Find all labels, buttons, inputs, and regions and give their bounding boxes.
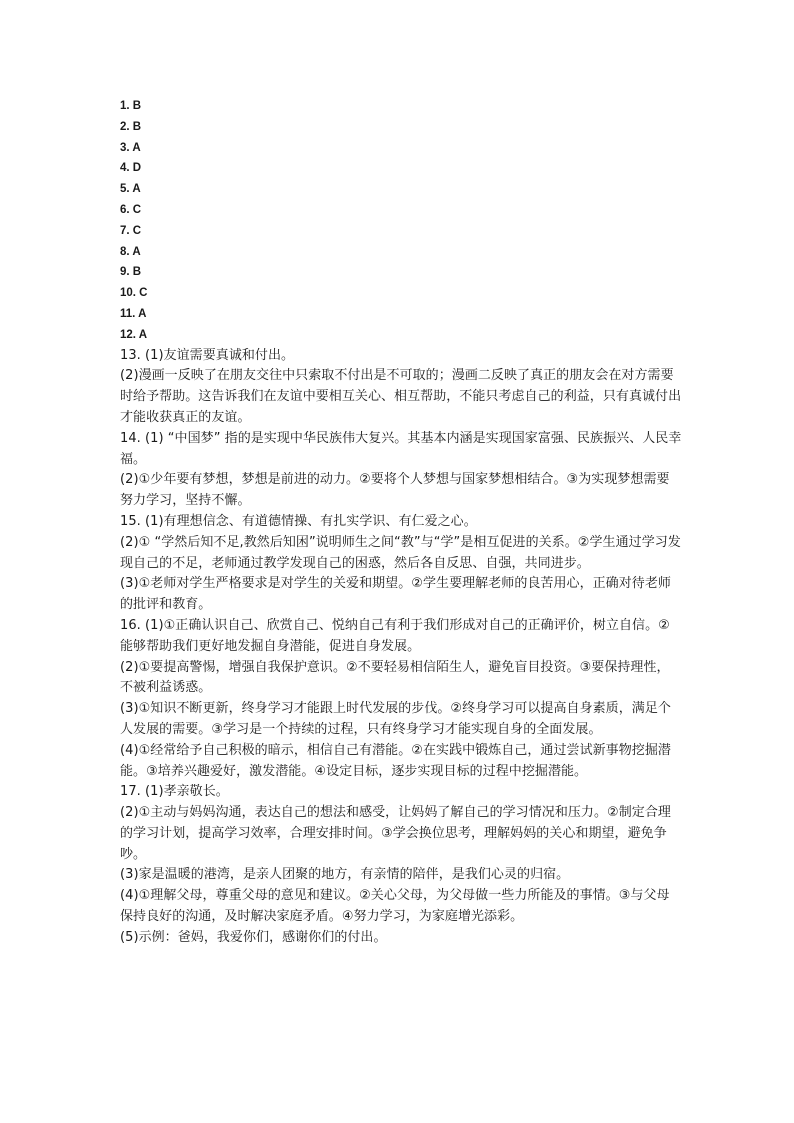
answer-16-2: (2)①要提高警惕，增强自我保护意识。②不要轻易相信陌生人，避免盲目投资。③要保持理性，不被利益诱惑。: [120, 659, 670, 696]
answer-17-3: (3)家是温暖的港湾，是亲人团聚的地方，有亲情的陪伴，是我们心灵的归宿。: [120, 867, 570, 883]
answer-12: 12. A: [120, 328, 148, 341]
answer-14-2: (2)①少年要有梦想，梦想是前进的动力。②要将个人梦想与国家梦想相结合。③为实现梦想需要努力学习，坚持不懈。: [120, 472, 670, 509]
answer-3: 3. A: [120, 141, 141, 154]
answer-17-1: 17. (1)孝亲敬长。: [120, 784, 229, 800]
answer-17-2: (2)①主动与妈妈沟通，表达自己的想法和感受，让妈妈了解自己的学习情况和压力。②制定合理的学习计划，提高学习效率，合理安排时间。③学会换位思考，理解妈妈的关心和期望，避免争吵。: [120, 805, 671, 862]
answer-16-1: 16. (1)①正确认识自己、欣赏自己、悦纳自己有利于我们形成对自己的正确评价，树立自信。②能够帮助我们更好地发掘自身潜能，促进自身发展。: [120, 617, 670, 654]
answer-13-2: (2)漫画一反映了在朋友交往中只索取不付出是不可取的；漫画二反映了真正的朋友会在对方需要时给予帮助。这告诉我们在友谊中要相互关心、相互帮助，不能只考虑自己的利益，只有真诚付出才能收获真正的友谊。: [120, 368, 682, 425]
answer-8: 8. A: [120, 245, 141, 258]
answer-7: 7. C: [120, 224, 142, 237]
answer-sheet: [120, 96, 682, 949]
answer-15-1: 15. (1)有理想信念、有道德情操、有扎实学识、有仁爱之心。: [120, 513, 477, 529]
answer-1: 1. B: [120, 100, 142, 112]
answer-16-4: (4)①经常给予自己积极的暗示，相信自己有潜能。②在实践中锻炼自己，通过尝试新事物挖掘潜能。③培养兴趣爱好，激发潜能。④设定目标，逐步实现目标的过程中挖掘潜能。: [120, 742, 671, 779]
answer-17-4: (4)①理解父母，尊重父母的意见和建议。②关心父母，为父母做一些力所能及的事情。③与父母保持良好的沟通，及时解决家庭矛盾。④努力学习，为家庭增光添彩。: [120, 888, 670, 925]
answer-10: 10. C: [120, 287, 148, 300]
answer-6: 6. C: [120, 203, 142, 216]
answer-5: 5. A: [120, 183, 141, 196]
answer-4: 4. D: [120, 162, 142, 175]
answer-15-2: (2)① “学然后知不足,教然后知困”说明师生之间“教”与“学”是相互促进的关系。②学生通过学习发现自己的不足，老师通过教学发现自己的困惑，然后各自反思、自强，共同进步。: [120, 534, 681, 571]
answer-14-1: 14. (1) “中国梦” 指的是实现中华民族伟大复兴。其基本内涵是实现国家富强、民族振兴、人民幸福。: [120, 430, 682, 467]
answer-2: 2. B: [120, 120, 142, 133]
answer-16-3: (3)①知识不断更新，终身学习才能跟上时代发展的步伐。②终身学习可以提高自身素质，满足个人发展的需要。③学习是一个持续的过程，只有终身学习才能实现自身的全面发展。: [120, 701, 671, 737]
answer-9: 9. B: [120, 266, 142, 279]
answer-17-5: (5)示例：爸妈，我爱你们，感谢你们的付出。: [120, 929, 387, 945]
answer-15-3: (3)①老师对学生严格要求是对学生的关爱和期望。②学生要理解老师的良苦用心，正确对待老师的批评和教育。: [120, 576, 671, 613]
answer-13-1: 13. (1)友谊需要真诚和付出。: [120, 347, 295, 363]
answer-11: 11. A: [120, 307, 147, 320]
